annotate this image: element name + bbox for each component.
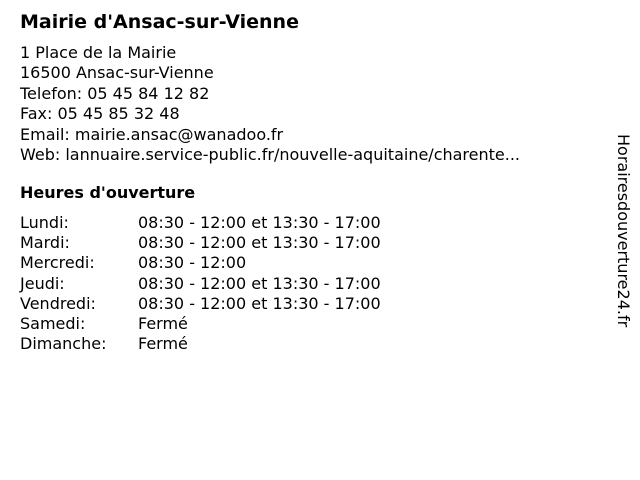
site-watermark: Horairesdouverture24.fr [614,134,633,328]
email-address: Email: mairie.ansac@wanadoo.fr [20,124,284,144]
page-title: Mairie d'Ansac-sur-Vienne [20,11,299,33]
hours-day-label: Lundi: [20,213,69,232]
hours-row-mercredi [20,253,381,273]
hours-time-value: Fermé [138,314,188,334]
hours-row-dimanche [20,334,381,354]
hours-row-mardi [20,233,381,253]
hours-day-label: Jeudi: [20,273,65,293]
opening-hours-heading: Heures d'ouverture [20,183,196,202]
hours-time-value: 08:30 - 12:00 et 13:30 - 17:00 [138,233,381,253]
hours-row-lundi [20,213,381,233]
hours-day-label: Mercredi: [20,253,95,273]
hours-row-jeudi [20,274,381,294]
hours-day-label: Vendredi: [20,293,96,313]
address-block [20,43,520,165]
website-url: Web: lannuaire.service-public.fr/nouvelle-aquitaine/charente... [20,145,521,165]
hours-day-label: Mardi: [20,233,70,253]
hours-day-label: Dimanche: [20,334,107,354]
hours-time-value: 08:30 - 12:00 et 13:30 - 17:00 [138,273,381,293]
phone-number: Telefon: 05 45 84 12 82 [20,83,210,103]
hours-time-value: Fermé [138,334,188,354]
opening-hours-table [20,213,381,354]
hours-time-value: 08:30 - 12:00 et 13:30 - 17:00 [138,293,381,313]
hours-day-label: Samedi: [20,314,86,334]
address-street: 1 Place de la Mairie [20,43,177,62]
address-city: 16500 Ansac-sur-Vienne [20,63,214,83]
hours-row-vendredi [20,294,381,314]
hours-row-samedi [20,314,381,334]
hours-time-value: 08:30 - 12:00 et 13:30 - 17:00 [138,213,381,232]
hours-time-value: 08:30 - 12:00 [138,253,247,273]
fax-number: Fax: 05 45 85 32 48 [20,104,180,124]
